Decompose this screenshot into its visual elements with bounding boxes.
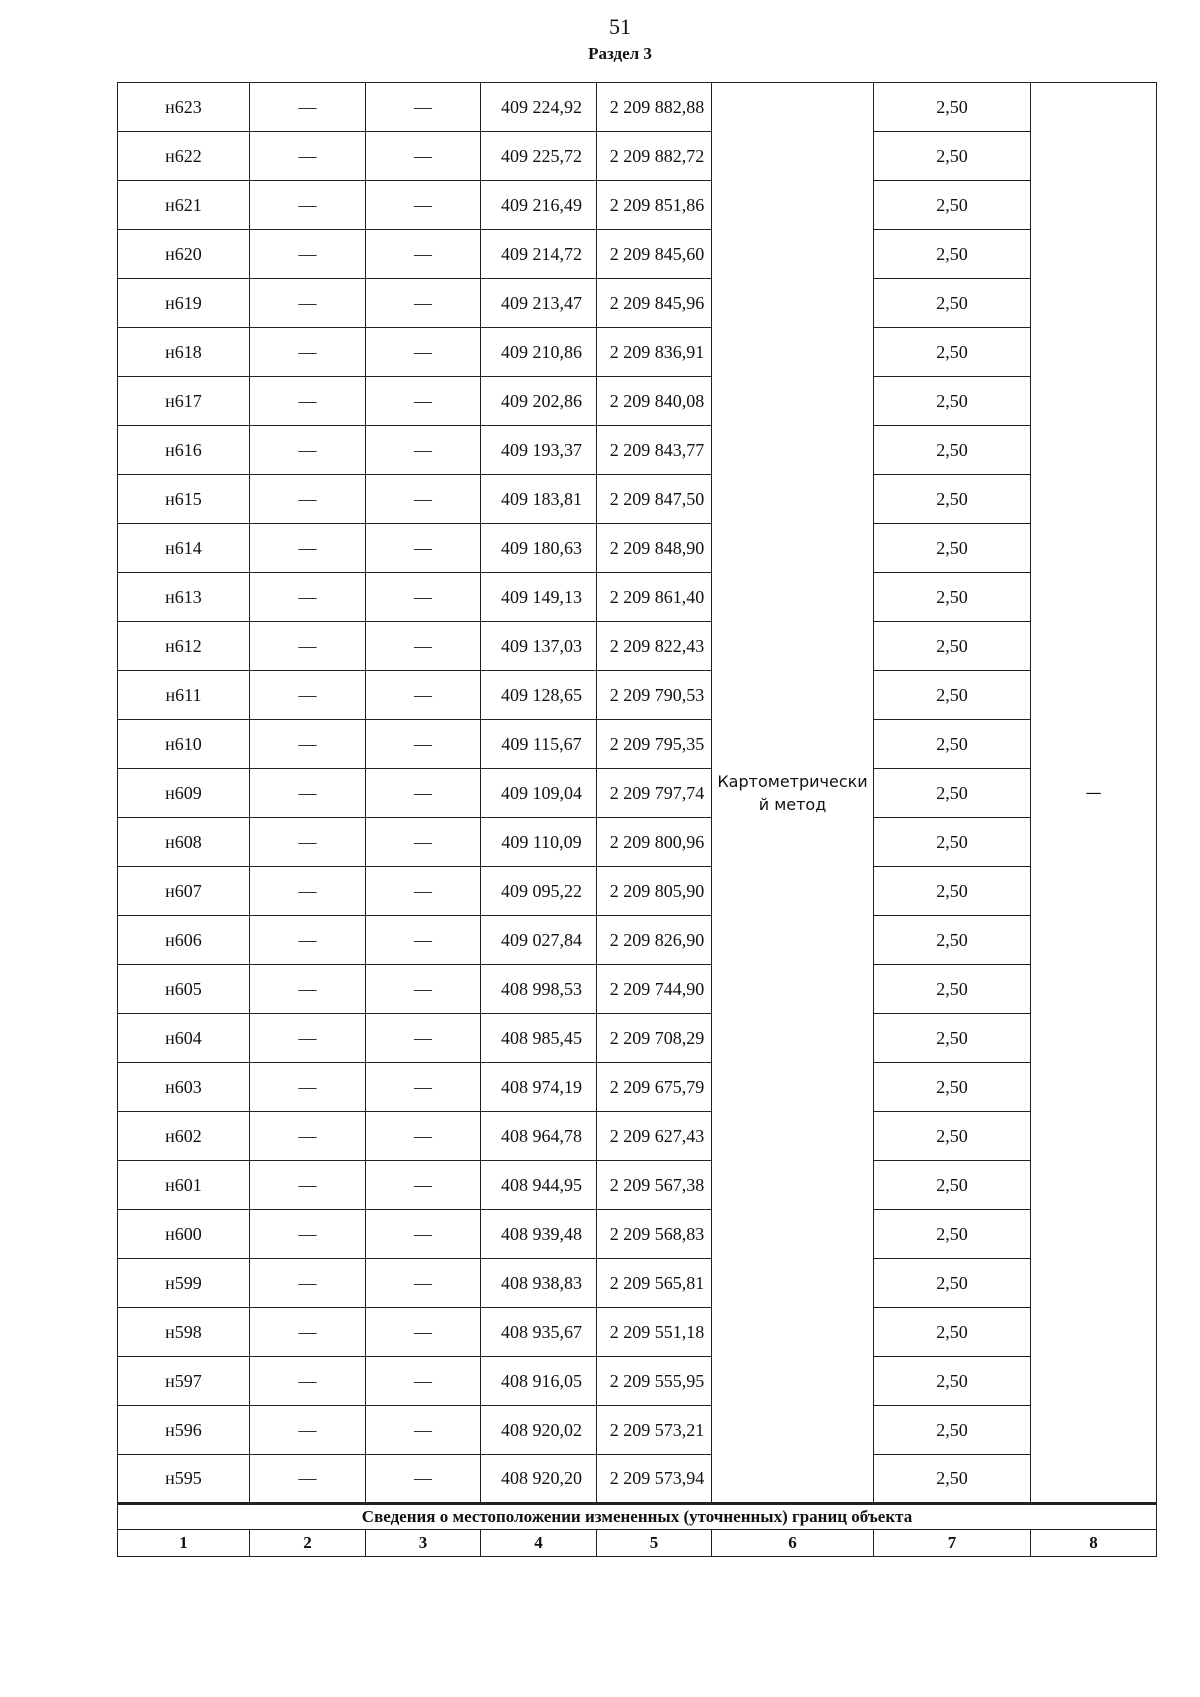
precision-cell: 2,50 (874, 1308, 1031, 1357)
point-name-cell: н598 (118, 1308, 250, 1357)
column-2-cell: — (250, 1014, 366, 1063)
x-coordinate-cell: 409 115,67 (481, 720, 597, 769)
precision-cell: 2,50 (874, 524, 1031, 573)
table-row (118, 965, 1157, 1014)
y-coordinate-cell: 2 209 800,96 (597, 818, 712, 867)
column-3-cell: — (366, 1308, 481, 1357)
y-coordinate-cell: 2 209 790,53 (597, 671, 712, 720)
column-2-cell: — (250, 1357, 366, 1406)
point-name-cell: н603 (118, 1063, 250, 1112)
point-name-cell: н615 (118, 475, 250, 524)
y-coordinate-cell: 2 209 627,43 (597, 1112, 712, 1161)
precision-cell: 2,50 (874, 769, 1031, 818)
precision-cell: 2,50 (874, 1210, 1031, 1259)
point-name-cell: н619 (118, 279, 250, 328)
column-3-cell: — (366, 818, 481, 867)
column-2-cell: — (250, 377, 366, 426)
precision-cell: 2,50 (874, 132, 1031, 181)
page-number: 51 (609, 14, 631, 39)
column-8-cell: — (1031, 83, 1157, 1504)
x-coordinate-cell: 409 149,13 (481, 573, 597, 622)
precision-cell: 2,50 (874, 622, 1031, 671)
column-number-cell: 3 (366, 1530, 481, 1557)
column-number-cell: 7 (874, 1530, 1031, 1557)
x-coordinate-cell: 409 216,49 (481, 181, 597, 230)
precision-cell: 2,50 (874, 83, 1031, 132)
precision-cell: 2,50 (874, 1455, 1031, 1504)
point-name-cell: н623 (118, 83, 250, 132)
x-coordinate-cell: 408 964,78 (481, 1112, 597, 1161)
table-row (118, 377, 1157, 426)
y-coordinate-cell: 2 209 843,77 (597, 426, 712, 475)
column-number-cell: 5 (597, 1530, 712, 1557)
precision-cell: 2,50 (874, 1161, 1031, 1210)
y-coordinate-cell: 2 209 851,86 (597, 181, 712, 230)
y-coordinate-cell: 2 209 861,40 (597, 573, 712, 622)
y-coordinate-cell: 2 209 845,60 (597, 230, 712, 279)
column-2-cell: — (250, 1161, 366, 1210)
column-2-cell: — (250, 279, 366, 328)
table-row (118, 769, 1157, 818)
column-2-cell: — (250, 181, 366, 230)
column-number-cell: 1 (118, 1530, 250, 1557)
point-name-cell: н596 (118, 1406, 250, 1455)
column-3-cell: — (366, 671, 481, 720)
column-2-cell: — (250, 230, 366, 279)
y-coordinate-cell: 2 209 565,81 (597, 1259, 712, 1308)
column-3-cell: — (366, 181, 481, 230)
point-name-cell: н604 (118, 1014, 250, 1063)
column-2-cell: — (250, 475, 366, 524)
table-row (118, 181, 1157, 230)
column-2-cell: — (250, 1112, 366, 1161)
precision-cell: 2,50 (874, 475, 1031, 524)
table-row (118, 573, 1157, 622)
column-3-cell: — (366, 426, 481, 475)
column-2-cell: — (250, 426, 366, 475)
column-2-cell: — (250, 132, 366, 181)
column-3-cell: — (366, 83, 481, 132)
x-coordinate-cell: 409 213,47 (481, 279, 597, 328)
x-coordinate-cell: 409 180,63 (481, 524, 597, 573)
column-2-cell: — (250, 1259, 366, 1308)
column-number-cell: 8 (1031, 1530, 1157, 1557)
column-2-cell: — (250, 867, 366, 916)
column-3-cell: — (366, 916, 481, 965)
column-3-cell: — (366, 230, 481, 279)
info-row (118, 1504, 1157, 1530)
point-name-cell: н606 (118, 916, 250, 965)
table-row (118, 1014, 1157, 1063)
point-name-cell: н599 (118, 1259, 250, 1308)
table-row (118, 524, 1157, 573)
column-2-cell: — (250, 83, 366, 132)
column-3-cell: — (366, 475, 481, 524)
point-name-cell: н612 (118, 622, 250, 671)
column-2-cell: — (250, 1210, 366, 1259)
table-row (118, 1357, 1157, 1406)
precision-cell: 2,50 (874, 1112, 1031, 1161)
x-coordinate-cell: 408 998,53 (481, 965, 597, 1014)
column-3-cell: — (366, 720, 481, 769)
precision-cell: 2,50 (874, 720, 1031, 769)
x-coordinate-cell: 409 210,86 (481, 328, 597, 377)
precision-cell: 2,50 (874, 1259, 1031, 1308)
y-coordinate-cell: 2 209 573,21 (597, 1406, 712, 1455)
point-name-cell: н595 (118, 1455, 250, 1504)
column-2-cell: — (250, 1063, 366, 1112)
table-row (118, 328, 1157, 377)
column-3-cell: — (366, 573, 481, 622)
x-coordinate-cell: 409 110,09 (481, 818, 597, 867)
table-row (118, 426, 1157, 475)
precision-cell: 2,50 (874, 1406, 1031, 1455)
column-2-cell: — (250, 720, 366, 769)
x-coordinate-cell: 408 938,83 (481, 1259, 597, 1308)
y-coordinate-cell: 2 209 568,83 (597, 1210, 712, 1259)
column-3-cell: — (366, 1210, 481, 1259)
point-name-cell: н601 (118, 1161, 250, 1210)
point-name-cell: н621 (118, 181, 250, 230)
table-row (118, 1161, 1157, 1210)
x-coordinate-cell: 408 944,95 (481, 1161, 597, 1210)
precision-cell: 2,50 (874, 867, 1031, 916)
x-coordinate-cell: 409 224,92 (481, 83, 597, 132)
y-coordinate-cell: 2 209 882,72 (597, 132, 712, 181)
column-3-cell: — (366, 1112, 481, 1161)
column-3-cell: — (366, 524, 481, 573)
column-2-cell: — (250, 1455, 366, 1504)
table-row (118, 1210, 1157, 1259)
table-row (118, 818, 1157, 867)
precision-cell: 2,50 (874, 1063, 1031, 1112)
table-row (118, 671, 1157, 720)
table-row (118, 867, 1157, 916)
point-name-cell: н602 (118, 1112, 250, 1161)
point-name-cell: н622 (118, 132, 250, 181)
y-coordinate-cell: 2 209 826,90 (597, 916, 712, 965)
table-row (118, 720, 1157, 769)
table-row (118, 1455, 1157, 1504)
x-coordinate-cell: 409 095,22 (481, 867, 597, 916)
column-3-cell: — (366, 279, 481, 328)
x-coordinate-cell: 409 137,03 (481, 622, 597, 671)
x-coordinate-cell: 409 027,84 (481, 916, 597, 965)
point-name-cell: н611 (118, 671, 250, 720)
y-coordinate-cell: 2 209 840,08 (597, 377, 712, 426)
y-coordinate-cell: 2 209 555,95 (597, 1357, 712, 1406)
precision-cell: 2,50 (874, 230, 1031, 279)
x-coordinate-cell: 408 985,45 (481, 1014, 597, 1063)
y-coordinate-cell: 2 209 848,90 (597, 524, 712, 573)
y-coordinate-cell: 2 209 744,90 (597, 965, 712, 1014)
column-numbers-row (118, 1530, 1157, 1557)
column-2-cell: — (250, 1406, 366, 1455)
table-row (118, 1112, 1157, 1161)
column-2-cell: — (250, 916, 366, 965)
table-row (118, 475, 1157, 524)
x-coordinate-cell: 408 920,20 (481, 1455, 597, 1504)
precision-cell: 2,50 (874, 965, 1031, 1014)
precision-cell: 2,50 (874, 426, 1031, 475)
table-row (118, 622, 1157, 671)
column-3-cell: — (366, 1161, 481, 1210)
column-3-cell: — (366, 1063, 481, 1112)
coordinates-table (117, 82, 1157, 1557)
column-number-cell: 6 (712, 1530, 874, 1557)
table-row (118, 1259, 1157, 1308)
point-name-cell: н618 (118, 328, 250, 377)
precision-cell: 2,50 (874, 279, 1031, 328)
y-coordinate-cell: 2 209 567,38 (597, 1161, 712, 1210)
y-coordinate-cell: 2 209 795,35 (597, 720, 712, 769)
column-3-cell: — (366, 377, 481, 426)
column-2-cell: — (250, 1308, 366, 1357)
table-row (118, 916, 1157, 965)
precision-cell: 2,50 (874, 671, 1031, 720)
x-coordinate-cell: 408 920,02 (481, 1406, 597, 1455)
method-cell: Картометрически й метод (712, 83, 874, 1504)
precision-cell: 2,50 (874, 377, 1031, 426)
column-2-cell: — (250, 818, 366, 867)
table-row (118, 83, 1157, 132)
x-coordinate-cell: 409 183,81 (481, 475, 597, 524)
info-heading: Сведения о местоположении измененных (уточненных) границ объекта (118, 1504, 1157, 1530)
column-3-cell: — (366, 328, 481, 377)
column-3-cell: — (366, 965, 481, 1014)
precision-cell: 2,50 (874, 916, 1031, 965)
column-3-cell: — (366, 622, 481, 671)
column-3-cell: — (366, 1259, 481, 1308)
column-3-cell: — (366, 867, 481, 916)
table-row (118, 279, 1157, 328)
point-name-cell: н617 (118, 377, 250, 426)
y-coordinate-cell: 2 209 882,88 (597, 83, 712, 132)
column-3-cell: — (366, 1406, 481, 1455)
point-name-cell: н597 (118, 1357, 250, 1406)
y-coordinate-cell: 2 209 847,50 (597, 475, 712, 524)
y-coordinate-cell: 2 209 805,90 (597, 867, 712, 916)
point-name-cell: н605 (118, 965, 250, 1014)
column-number-cell: 4 (481, 1530, 597, 1557)
column-3-cell: — (366, 1357, 481, 1406)
precision-cell: 2,50 (874, 573, 1031, 622)
precision-cell: 2,50 (874, 181, 1031, 230)
y-coordinate-cell: 2 209 573,94 (597, 1455, 712, 1504)
column-2-cell: — (250, 965, 366, 1014)
section-title: Раздел 3 (588, 44, 652, 63)
x-coordinate-cell: 409 225,72 (481, 132, 597, 181)
x-coordinate-cell: 409 109,04 (481, 769, 597, 818)
column-2-cell: — (250, 622, 366, 671)
x-coordinate-cell: 409 128,65 (481, 671, 597, 720)
column-number-cell: 2 (250, 1530, 366, 1557)
x-coordinate-cell: 408 974,19 (481, 1063, 597, 1112)
x-coordinate-cell: 409 202,86 (481, 377, 597, 426)
x-coordinate-cell: 408 935,67 (481, 1308, 597, 1357)
column-2-cell: — (250, 328, 366, 377)
point-name-cell: н614 (118, 524, 250, 573)
y-coordinate-cell: 2 209 708,29 (597, 1014, 712, 1063)
precision-cell: 2,50 (874, 1357, 1031, 1406)
column-3-cell: — (366, 1455, 481, 1504)
column-2-cell: — (250, 573, 366, 622)
column-2-cell: — (250, 671, 366, 720)
x-coordinate-cell: 409 193,37 (481, 426, 597, 475)
point-name-cell: н607 (118, 867, 250, 916)
column-3-cell: — (366, 1014, 481, 1063)
x-coordinate-cell: 408 916,05 (481, 1357, 597, 1406)
point-name-cell: н600 (118, 1210, 250, 1259)
precision-cell: 2,50 (874, 818, 1031, 867)
point-name-cell: н610 (118, 720, 250, 769)
precision-cell: 2,50 (874, 1014, 1031, 1063)
y-coordinate-cell: 2 209 797,74 (597, 769, 712, 818)
point-name-cell: н609 (118, 769, 250, 818)
column-2-cell: — (250, 769, 366, 818)
column-2-cell: — (250, 524, 366, 573)
y-coordinate-cell: 2 209 845,96 (597, 279, 712, 328)
column-3-cell: — (366, 132, 481, 181)
table-row (118, 1406, 1157, 1455)
point-name-cell: н613 (118, 573, 250, 622)
table-row (118, 132, 1157, 181)
y-coordinate-cell: 2 209 675,79 (597, 1063, 712, 1112)
y-coordinate-cell: 2 209 551,18 (597, 1308, 712, 1357)
x-coordinate-cell: 409 214,72 (481, 230, 597, 279)
x-coordinate-cell: 408 939,48 (481, 1210, 597, 1259)
point-name-cell: н620 (118, 230, 250, 279)
y-coordinate-cell: 2 209 822,43 (597, 622, 712, 671)
y-coordinate-cell: 2 209 836,91 (597, 328, 712, 377)
table-row (118, 230, 1157, 279)
precision-cell: 2,50 (874, 328, 1031, 377)
point-name-cell: н616 (118, 426, 250, 475)
table-row (118, 1308, 1157, 1357)
column-3-cell: — (366, 769, 481, 818)
table-row (118, 1063, 1157, 1112)
table-body (118, 83, 1157, 1557)
point-name-cell: н608 (118, 818, 250, 867)
